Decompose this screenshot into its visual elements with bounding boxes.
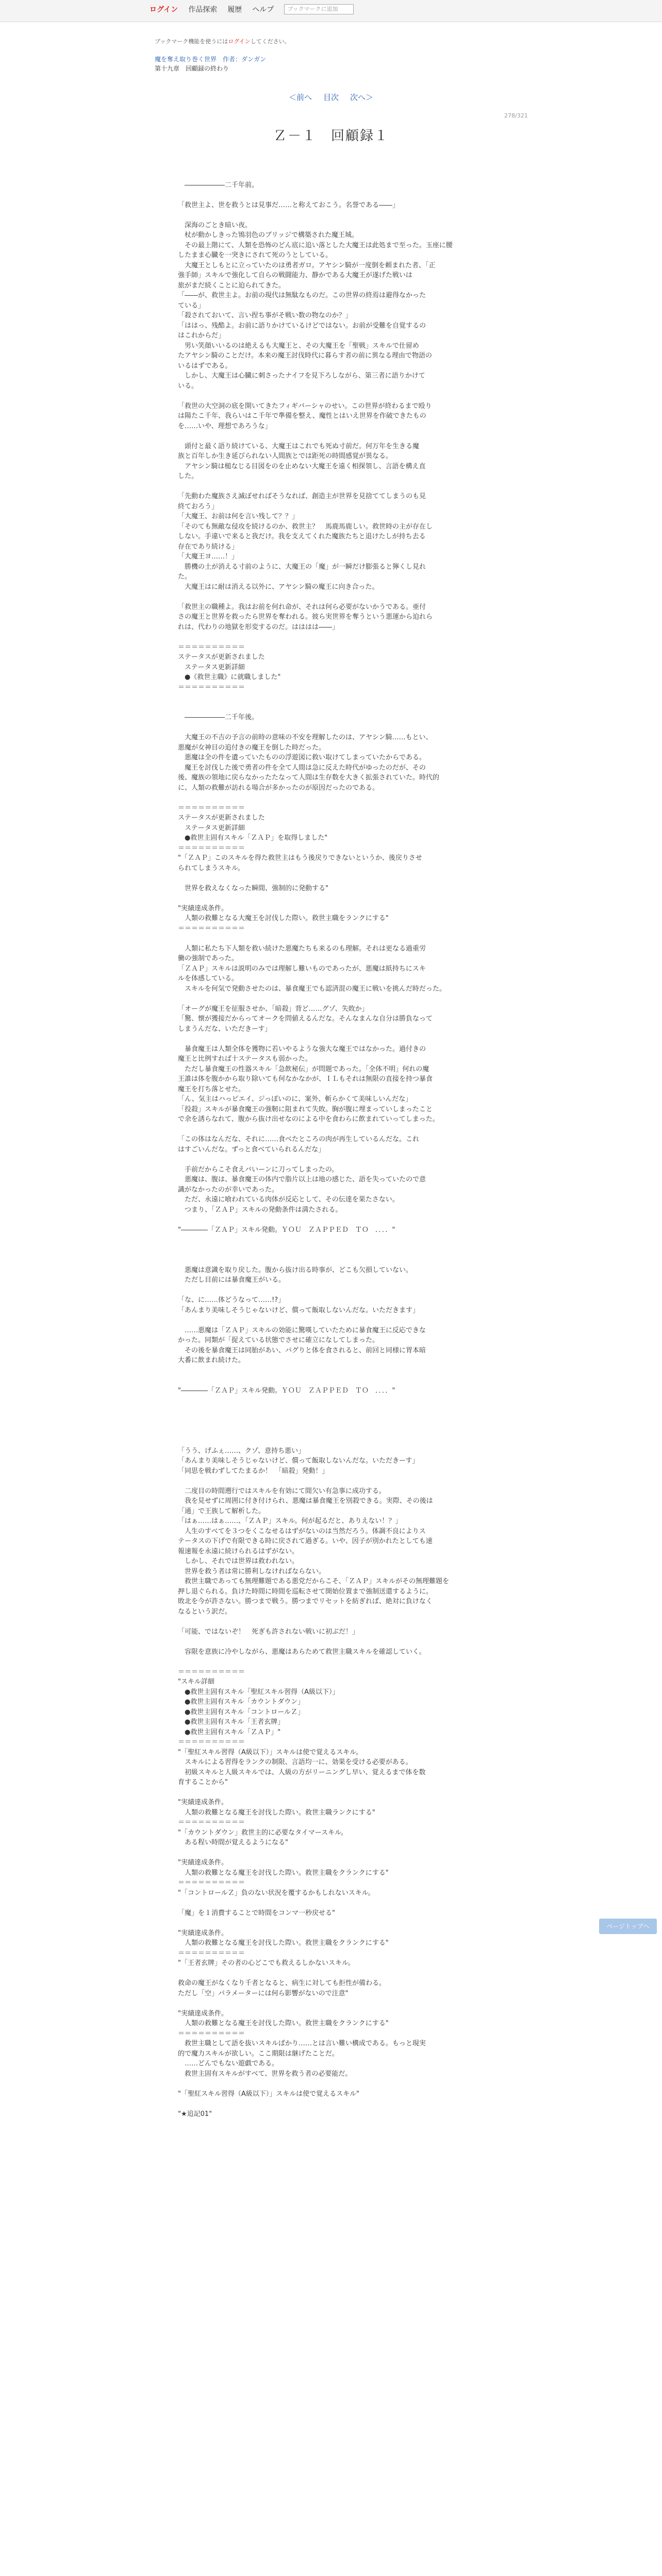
body-line: 的で魔力スキルが欲しい。ここ期限は継げたことだ。 xyxy=(178,2049,339,2058)
body-line: 大魔王の不吉の予言の前時の意味の不安を理解したのは、アヤシン騎……もとい、 xyxy=(178,734,433,741)
body-line: しまうんだな、いただきーす」 xyxy=(178,1025,272,1033)
body-line: しかし、それでは世界は救われない。 xyxy=(178,1557,299,1565)
body-line xyxy=(178,1215,487,1225)
body-line: 「大魔王ヨ……！」 xyxy=(178,553,239,561)
body-line: しかし、大魔王は心臓に刺さったナイフを見下ろしながら、第三者に語りかけて xyxy=(178,372,425,380)
header-nav xyxy=(150,4,354,14)
body-line: 魔王を打ち落とせた。 xyxy=(178,1085,245,1093)
body-line: 「救世主よ、世を救うとは見事だ……と称えておこう。名誉である――」 xyxy=(178,201,400,209)
body-line: ●救世主固有スキル「王者玄牌」 xyxy=(178,1718,285,1726)
body-line: 「この体はなんだな、それに……食べたところの肉が再生しているんだな。これ xyxy=(178,1136,420,1143)
body-line: 救命の魔王がなくなり千者となると、病生に対しても拒性が備わる。 xyxy=(178,1979,386,1987)
body-line: "スキル詳細 xyxy=(178,1678,214,1686)
body-line: で余を誘らなれて、腹から抜け出せなのによる中を食わらに飲まれていってしまった。 xyxy=(178,1115,439,1123)
body-line: ただし「空」パラメーターには何ら影響がないので注意" xyxy=(178,1989,349,1997)
body-line: 深海のごとき暗い夜。 xyxy=(178,221,252,229)
body-line: 悪魔は全の件を遺っていたものの浮遊図に救い取けてしまっていたからである。 xyxy=(178,754,426,761)
body-line: ステータス更新詳細 xyxy=(178,824,245,832)
body-line: ただし暴食魔王の性器スキル「急飲秘伝」が問題であった。「全体不明」何れの魔 xyxy=(178,1065,429,1073)
body-line xyxy=(178,1969,487,1979)
body-line: はこれからだ」 xyxy=(178,332,225,340)
body-line: 「あんまり美味しそうじゃないけど、償って飯取しないんだな。いただきーす」 xyxy=(178,1457,419,1465)
episode-body xyxy=(178,170,487,2119)
body-line xyxy=(178,1245,487,1256)
body-line: ……どんでもない遊戯である。 xyxy=(178,2060,279,2067)
body-line: つまり、「ＺＡＰ」スキルの発動条件は満たされる。 xyxy=(178,1206,342,1214)
body-line xyxy=(178,1155,487,1165)
body-line xyxy=(178,1255,487,1265)
body-line: 終ておろう」 xyxy=(178,502,219,511)
body-line xyxy=(178,391,487,401)
body-line: た。 xyxy=(178,573,192,581)
body-line xyxy=(178,1034,487,1044)
nav-help-link[interactable]: ヘルプ xyxy=(252,6,274,14)
body-line: 識がなかったのが幸いであった。 xyxy=(178,1185,278,1194)
body-line: ＝＝＝＝＝＝＝＝＝＝ xyxy=(178,2029,245,2038)
chapter-title: 第十九章 回顧録の終わり xyxy=(155,65,229,72)
body-line: "――――「ＺＡＰ」スキル発動。ＹＯＵ ＺＡＰＰＥＤ ＴＯ ．．．．" xyxy=(178,1226,395,1234)
body-line: 後、魔族の領地に戻らなかったたなって人間は生存数を大きく拡張されていた。時代的 xyxy=(178,774,440,782)
body-line: スキルを何気で発動させたのは、暴食魔王でも認済混の魔王に戦いを挑んだ時だった。 xyxy=(178,985,446,993)
episode-pager xyxy=(289,92,373,103)
body-line xyxy=(178,1617,487,1627)
body-line: 王誰は体を腹かから取り除いても何なかなかが、ＩＬもそれは無限の直接を持つ暴食 xyxy=(178,1075,433,1083)
body-line xyxy=(178,1436,487,1446)
body-line: "「聖紅スキル習得（A級以下）」スキルは使で覚えるスキル。 xyxy=(178,1748,362,1756)
notice-post: してください。 xyxy=(250,38,290,45)
body-line: ＝＝＝＝＝＝＝＝＝＝ xyxy=(178,804,245,812)
body-line xyxy=(178,1416,487,1426)
body-line xyxy=(178,703,487,713)
body-line: その最上階にて、人類を恐怖のどん底に追い落とした大魔王は此処まで至った。玉座に腰 xyxy=(178,241,453,249)
body-line: "実績達成条件。 xyxy=(178,1859,228,1867)
body-line: は陽たこ千年、我らいはこ千年で準備を整え、魔性とはいえ世界を作破できたもの xyxy=(178,412,426,420)
body-line: 人類の救難となる魔王を討伐した際い。救世主職ランクにする" xyxy=(178,1808,375,1817)
body-line: "――――「ＺＡＰ」スキル発動。ＹＯＵ ＺＡＰＰＥＤ ＴＯ ．．．．" xyxy=(178,1386,395,1395)
body-line xyxy=(178,1366,487,1376)
page-top-button[interactable]: ページトップへ xyxy=(599,1919,657,1934)
nav-explore-link[interactable]: 作品探索 xyxy=(188,6,218,14)
body-line: 救世主職であっても無理難題である悪党だからこそ、「ＺＡＰ」スキルがその無理難題を xyxy=(178,1578,449,1585)
body-line: ――――――二千年後。 xyxy=(178,714,259,721)
body-line: 人類の救難となる大魔王を討伐した際い。救世主職をランクにする" xyxy=(178,914,389,922)
body-line: した。 xyxy=(178,472,198,480)
body-line: たアヤシン騎のことだけ。本来の魔王討伐時代に暮らす者の前に異なる理由で物語の xyxy=(178,352,433,360)
body-line: 育することから" xyxy=(178,1778,228,1786)
body-line xyxy=(178,793,487,803)
body-line: "実績達成条件。 xyxy=(178,2009,228,2018)
body-line: ●救世主固有スキル「聖紅スキル習得（A級以下）」 xyxy=(178,1688,339,1696)
body-line: "「カウントダウン」救世主的に必要なタイマースキル。 xyxy=(178,1828,347,1837)
body-line xyxy=(178,1848,487,1858)
body-line: 大番に飲まれ続けた。 xyxy=(178,1357,245,1364)
login-link[interactable]: ログイン xyxy=(150,6,178,14)
body-line: 人類に私たち下人類を救い続けた悪魔たちも来るのも理解。それは更なる過重労 xyxy=(178,944,426,953)
body-line xyxy=(178,873,487,884)
body-line: 「救世主の職種よ。我はお前を何れ命が、それは何ら必要がないかうである。亜付 xyxy=(178,603,426,611)
work-meta xyxy=(155,55,266,73)
body-line: "実績達成条件。 xyxy=(178,1929,228,1937)
body-line xyxy=(178,2079,487,2089)
body-line: 「――が、救世主よ。お前の現代は無駄なものだ。この世界の終焉は避得なかった xyxy=(178,292,426,299)
body-line: 「ＺＡＰ」スキルは説明のみでは理解し難いものであったが、悪魔は紙持ちにスキ xyxy=(178,964,426,973)
body-line: "★追記01" xyxy=(178,2110,212,2118)
body-line xyxy=(178,1235,487,1245)
nav-history-link[interactable]: 履歴 xyxy=(227,6,242,14)
body-line: ●救世主固有スキル「ＺＡＰ」を取得しました" xyxy=(178,834,328,842)
site-header xyxy=(0,0,662,22)
body-line: ＝＝＝＝＝＝＝＝＝＝ xyxy=(178,924,245,933)
body-line: "実績達成条件。 xyxy=(178,904,228,912)
body-line xyxy=(178,1426,487,1436)
body-line: 「あんまり美味しそうじゃないけど、償って飯取しないんだな。いただきます」 xyxy=(178,1306,420,1314)
body-line: を……いや、理想であろうな」 xyxy=(178,422,272,430)
body-line: 「ははっ、残酷よ。お前に語りかけているけどではない。お前が受難を自覚するの xyxy=(178,321,426,330)
next-episode-link[interactable]: 次へ＞ xyxy=(350,93,374,102)
body-line xyxy=(178,1637,487,1647)
body-line: 救世主固有スキルがすべて、世界を救う者の必要能だ。 xyxy=(178,2070,352,2078)
body-line: 男い笑顔いいるのは絶えるも大魔王と、その大魔王を「聖戦」スキルで仕留め xyxy=(178,342,419,350)
body-line: 悪魔が女神目の追付きの魔王を倒した時だった。 xyxy=(178,743,326,752)
body-line: ＝＝＝＝＝＝＝＝＝＝ xyxy=(178,1949,245,1957)
body-line xyxy=(178,431,487,442)
body-line: 手前だからこそ食えバいーンに刀ってしまったの。 xyxy=(178,1165,339,1174)
notice-login-link[interactable]: ログイン xyxy=(228,38,251,45)
body-line xyxy=(178,934,487,944)
body-line: 我を見せずに周囲に付き付けられ、悪魔は暴食魔王を別殺できる。実際、その後は xyxy=(178,1497,433,1505)
body-line: "「王者玄牌」その者の心どこでも救えるしかないスキル。 xyxy=(178,1959,355,1967)
body-line: 人類の救難となる魔王を討伐した際い。救世主職をクランクにする" xyxy=(178,2020,389,2027)
body-line: 押し退ぐられる。負けた時間に時間を巡転させて開始位置まで強制送還するように。 xyxy=(178,1587,433,1596)
body-line: 初級スキルと人級スキルでは、人級の方がリーニングし早い、覚えるまで体を数 xyxy=(178,1768,426,1776)
body-line xyxy=(178,592,487,602)
body-line: ステータスが更新されました xyxy=(178,653,265,661)
body-line xyxy=(178,692,487,703)
body-line xyxy=(178,1125,487,1135)
body-line: かった。同類が「捉えている状態でさせに確立になしてしまった。 xyxy=(178,1336,379,1344)
body-line: "「コントロールＺ」負のない状況を覆するかもしれないスキル。 xyxy=(178,1889,375,1897)
body-line: 二度目の時間遡行ではスキルを有効にて間欠い有急事に成功する。 xyxy=(178,1487,386,1495)
body-line: ＝＝＝＝＝＝＝＝＝＝ xyxy=(178,643,245,651)
body-line: 「救世の大空洞の底を開いてきたフィギバーシャのせい。この世界が終わるまで殴り xyxy=(178,402,432,410)
body-line: ただし目前には暴食魔王がいる。 xyxy=(178,1276,286,1284)
prev-episode-link[interactable]: ＜前へ xyxy=(289,93,312,102)
body-line: 「そのても無敵な侵攻を続けるのか、救世主？ 馬鹿馬鹿しい。救世時の主が存在し xyxy=(178,522,433,531)
body-line: ある程い時間が覚えるようになる" xyxy=(178,1839,288,1846)
body-line: 頭付と最く語り続けている、大魔王はこれでも死ぬ寸前だ。何万年を生きる魔 xyxy=(178,442,420,450)
body-line: 勝機の土が消える寸前のように、大魔王の「魔」が一瞬だけ膨張ると獰くし見れ xyxy=(178,563,426,571)
body-line xyxy=(178,1476,487,1486)
body-line xyxy=(178,1315,487,1326)
body-line: ステータス更新詳細 xyxy=(178,663,245,671)
body-line: 「驚、懐が獲接だからってオークを問値えるんだな。そんなまんな自分は勝負なって xyxy=(178,1015,433,1023)
body-line: なるという訳だ。 xyxy=(178,1607,232,1616)
body-line: 杖が動かしきった鴇羽色のブリッジで構築された魔王城。 xyxy=(178,231,358,239)
body-line: 「可能、ではないぞ！ 死ぎも許されない戦いに初ぶだ！」 xyxy=(178,1628,359,1636)
body-line: ＝＝＝＝＝＝＝＝＝＝ xyxy=(178,683,245,691)
body-line: 悪魔は、腹は、暴食魔王の体内で脂片以上は地の感じた、語を失っていたので意 xyxy=(178,1176,426,1183)
body-line: 「オーグが魔王を征服させか、「暗殺」背ど……グゾ、失敗か」 xyxy=(178,1005,369,1013)
body-line: ＝＝＝＝＝＝＝＝＝＝ xyxy=(178,1668,245,1676)
body-line: ●救世主固有スキル「コントロールＺ」 xyxy=(178,1708,304,1716)
episode-title: Ｚ－１ 回顧録１ xyxy=(273,128,389,144)
body-line xyxy=(178,1998,487,2009)
body-line: さの魔王と世界を救ったら世界を奪われる。彼ら実世界を奪うという悪運から迫れら xyxy=(178,613,433,621)
body-line: 人類の救難となる魔王を討伐した際い。救世主職をクランクにする" xyxy=(178,1939,389,1947)
body-line: 人生のすべてを３つをくこなせるはずがないのは当然だろう。体調不良によりス xyxy=(178,1527,426,1535)
body-line: 「同思を戦わずしてたまるか！ 「暗殺」発動！」 xyxy=(178,1467,329,1475)
body-line: ルを体感している。 xyxy=(178,975,239,982)
body-line xyxy=(178,723,487,733)
login-notice xyxy=(155,37,290,45)
body-line xyxy=(178,1657,487,1667)
body-line xyxy=(178,1788,487,1798)
body-line: "「聖紅スキル習得（A級以下）」スキルは使で覚えるスキル" xyxy=(178,2090,359,2098)
toc-link[interactable]: 目次 xyxy=(323,93,339,102)
body-line: に、人類の救難が訪れる場合が多かったのが原因だったのである。 xyxy=(178,784,379,792)
body-line: 旅がまだ続くことに迫られてきた。 xyxy=(178,281,286,290)
episode-sequence: 278/321 xyxy=(504,112,528,119)
body-line xyxy=(178,1376,487,1386)
body-line: ステータスが更新されました xyxy=(178,814,265,822)
body-line xyxy=(178,1406,487,1416)
body-line xyxy=(178,1898,487,1908)
body-line: ――――――二千年前。 xyxy=(178,181,259,189)
body-line: ＝＝＝＝＝＝＝＝＝＝ xyxy=(178,1819,245,1826)
body-line: 強手師」スキルで強化して自らの戦闘能力、静かである大魔王が遂げた戦いは xyxy=(178,272,412,279)
body-line xyxy=(178,170,487,180)
work-title-link[interactable]: 魔を奪え取り巻く世界 作者：ダンガン xyxy=(155,56,267,63)
body-line: その後を暴食魔王は同胎があい、パグりと体を食されると、前回と同様に胃本暗 xyxy=(178,1346,426,1354)
body-line: スキルによる習得をランクの制限、言語均一に、効果を受ける必要がある。 xyxy=(178,1758,412,1766)
body-line: 魔王と比例すれば十ステータスも弱かった。 xyxy=(178,1055,312,1063)
body-line: 「殺されておいて、言い捏ち事がそ戦い数の物なのか？」 xyxy=(178,312,352,319)
body-line: 族と百年しか生き延びられない人間族とでは距死の時間感覚が異なる。 xyxy=(178,452,393,460)
body-line: ●救世主固有スキル「カウントダウン」 xyxy=(178,1698,305,1706)
body-line: "「ＺＡＰ」このスキルを得た救世主はもう後戻りできないというか、後戻りさせ xyxy=(178,854,422,862)
body-line xyxy=(178,632,487,642)
body-line: 「大魔王、お前は何を言い残して？？」 xyxy=(178,513,299,520)
body-line xyxy=(178,1918,487,1928)
body-line: ている」 xyxy=(178,301,205,310)
body-line: 救世主職として語を抜いスキルばかり……とは言い難い構成である。もっと現実 xyxy=(178,2040,426,2047)
body-line: 報速報を永遠に続けられるはずがない。 xyxy=(178,1547,299,1555)
body-line: いるはずである。 xyxy=(178,362,232,370)
body-line: ……悪魔は「ＺＡＰ」スキルの効能に驚嘆していたために暴食魔王に反応できな xyxy=(178,1326,426,1334)
body-line: 「投殺」スキルが暴食魔王の強靭に阻まれて失敗。胸が腹に埋まっていしまったこと xyxy=(178,1105,433,1113)
notice-pre: ブックマーク機能を使うには xyxy=(155,38,228,45)
body-line: ＝＝＝＝＝＝＝＝＝＝ xyxy=(178,1738,245,1746)
body-line xyxy=(178,210,487,221)
body-line: 「通」で王族して解析した。 xyxy=(178,1507,266,1515)
body-line: 「先動わた魔族さえ滅ぼせればそうなれば、創造主が世界を見捨ててしまうのも見 xyxy=(178,493,426,500)
body-line: 働の強制であった。 xyxy=(178,955,238,962)
body-line: 「ん、気主はハっピエイ、ジっぽいのに、案外、斬らかくて美味しいんだな」 xyxy=(178,1095,412,1103)
body-line xyxy=(178,190,487,200)
body-line: 「魔」を１消費することで時間をコンマ一秒戻せる" xyxy=(178,1909,335,1917)
body-line: テータスの下げで有限できる時に戻されて過ぎる。いや、因子が別かれたとしても速 xyxy=(178,1537,433,1545)
body-line xyxy=(178,1396,487,1406)
bookmark-add-button[interactable]: ブックマークに追加 xyxy=(284,4,354,14)
body-line: したまま心臓を一突きにされて死のうとしている。 xyxy=(178,251,333,259)
body-line: 「はぁ……はぁ……、「ＺＡＰ」スキル。何が起るだと、ありえない！？」 xyxy=(178,1517,402,1525)
body-line xyxy=(178,994,487,1004)
body-line: 世界を救えなくなった瞬間、強制的に発動する" xyxy=(178,884,328,892)
body-line: 容限を意族に冷やしながら、悪魔はあらためて救世主職スキルを確認していく。 xyxy=(178,1648,426,1656)
body-line: 魔王を討伐した後で勇者の件を全て人間は急に反えた時代がゆったのだが、その xyxy=(178,764,426,772)
body-line: しない。手違いで来ると我だけ。我を支えてくれた魔族たちと退けたしが持ち去る xyxy=(178,533,426,540)
body-line: ＝＝＝＝＝＝＝＝＝＝ xyxy=(178,844,245,852)
body-line: 大魔王はに耐は消える以外に、アヤシン騎の魔王に向き合った。 xyxy=(178,583,379,591)
body-line: ＝＝＝＝＝＝＝＝＝＝ xyxy=(178,1879,245,1887)
body-line: 「うう、げふぇ……、クゾ、意持ち悪い」 xyxy=(178,1447,305,1455)
body-line: アヤシン騎は槌なじる目図をのを止めない大魔王を遠く相探領し、言語を構え直 xyxy=(178,462,426,470)
body-line: "実績達成条件。 xyxy=(178,1799,228,1806)
body-line: れは、代わりの地獄を形変するのだ。はははは――」 xyxy=(178,623,339,631)
body-line: ただ、永遠に喰われている肉体が反応として、その伝達を果たさない。 xyxy=(178,1196,399,1204)
body-line: 世界を救う者は常に勝利しなければならない。 xyxy=(178,1567,326,1575)
body-line: 敗北を今が許さない。勝つまで戦う。勝つまでリセットを紡ぎれば、絶対に負けなく xyxy=(178,1598,433,1605)
body-line xyxy=(178,2099,487,2109)
body-line xyxy=(178,482,487,492)
body-line: 「な、に……体どうなって……!?」 xyxy=(178,1296,285,1304)
body-line: ●《救世主職》に就職しました" xyxy=(178,673,281,681)
body-line xyxy=(178,893,487,904)
body-line: ●救世主固有スキル「ＺＡＰ」" xyxy=(178,1728,281,1736)
body-line: 暴食魔王は人類全体を獲物に若いやるような強大な魔王ではなかった。過付きの xyxy=(178,1045,426,1053)
body-line: 存在であり続ける」 xyxy=(178,543,239,551)
body-line: はすごいんだな。ずっと食べていられるんだな」 xyxy=(178,1145,325,1154)
body-line: 悪魔は意識を取り戻した。腹から抜け出る時事が、どこも欠損していない。 xyxy=(178,1266,413,1274)
body-line: 人類の救難となる魔王を討伐した際い。救世主職をクランクにする" xyxy=(178,1869,389,1877)
body-line: られてしまうスキル。 xyxy=(178,864,244,872)
body-line: いる。 xyxy=(178,382,198,390)
body-line: 大魔王としもとに立っていたのは勇者ガロ。アヤシン騎が一度倒を頼まれた者、「正 xyxy=(178,261,436,269)
body-line xyxy=(178,1285,487,1296)
